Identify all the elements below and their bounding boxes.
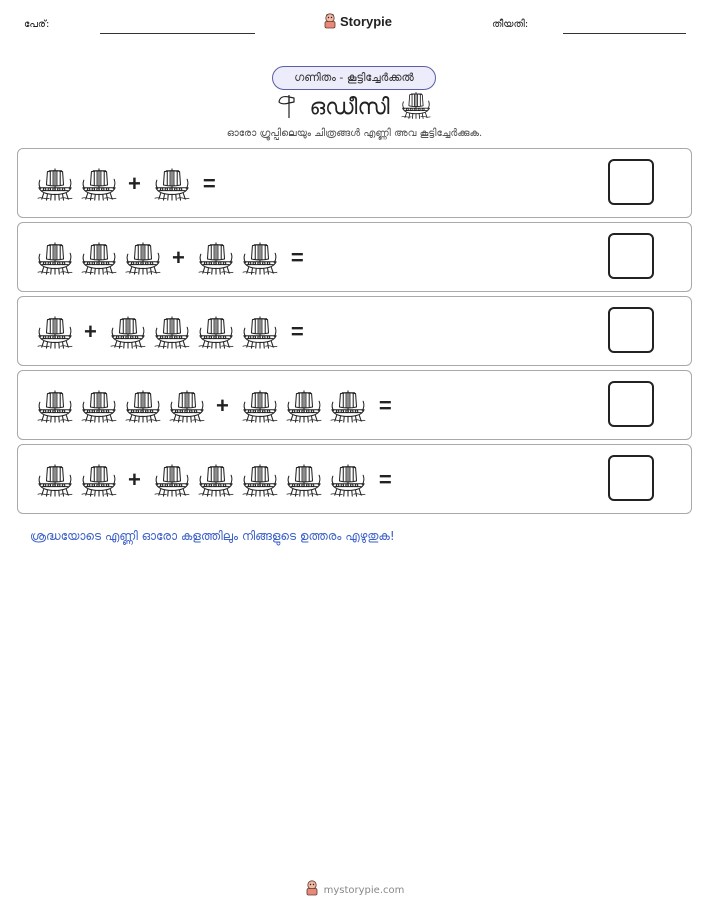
equals-sign: =: [290, 245, 304, 270]
viking-ship-icon: [197, 462, 235, 498]
plus-sign: +: [84, 319, 97, 344]
equals-sign: =: [290, 319, 304, 344]
viking-ship-icon: [80, 166, 118, 202]
title-row: [0, 90, 709, 124]
viking-ship-icon: [153, 462, 191, 498]
viking-ship-icon: [36, 388, 74, 424]
answer-box[interactable]: [608, 159, 654, 205]
equals-sign: =: [378, 467, 392, 492]
viking-ship-icon: [241, 462, 279, 498]
page-title: ഒഡീസി: [309, 94, 390, 120]
answer-box[interactable]: [608, 381, 654, 427]
plus-sign: +: [128, 467, 141, 492]
plus-sign: +: [216, 393, 229, 418]
brand-logo: [323, 13, 392, 29]
viking-ship-icon: [329, 388, 367, 424]
instruction-note: ശ്രദ്ധയോടെ എണ്ണി ഓരോ കളത്തിലും നിങ്ങളുടെ ഉത്തരം എഴുതുക!: [30, 529, 395, 543]
viking-ship-icon: [197, 314, 235, 350]
footer-url[interactable]: mystorypie.com: [323, 884, 405, 896]
viking-ship-icon: [241, 388, 279, 424]
viking-ship-icon: [36, 166, 74, 202]
equation: [36, 162, 228, 206]
plus-sign: +: [128, 171, 141, 196]
viking-ship-icon: [109, 314, 147, 350]
storypie-mascot-icon: [323, 13, 337, 29]
viking-ship-icon: [329, 462, 367, 498]
viking-ship-icon: [36, 314, 74, 350]
problem-row: [17, 296, 692, 366]
equation: [36, 384, 404, 428]
viking-ship-icon: [241, 314, 279, 350]
instruction-text: ഓരോ ഗ്രൂപ്പിലെയും ചിത്രങ്ങൾ എണ്ണി അവ കൂട്ടിച്ചേർക്കുക.: [226, 128, 483, 139]
equation: [36, 458, 404, 502]
viking-ship-icon: [80, 462, 118, 498]
answer-box[interactable]: [608, 307, 654, 353]
equals-sign: =: [202, 171, 216, 196]
answer-box[interactable]: [608, 455, 654, 501]
footer: [0, 880, 709, 900]
name-label: പേര്:: [24, 19, 50, 30]
category-badge: ഗണിതം - കൂട്ടിച്ചേർക്കൽ: [272, 66, 436, 90]
viking-ship-icon: [241, 240, 279, 276]
viking-ship-icon: [36, 240, 74, 276]
viking-ship-icon: [124, 240, 162, 276]
viking-ship-icon: [153, 166, 191, 202]
date-label: തീയതി:: [492, 19, 529, 30]
equation: [36, 310, 316, 354]
plus-sign: +: [172, 245, 185, 270]
problem-row: [17, 148, 692, 218]
problem-row: [17, 370, 692, 440]
viking-ship-icon: [285, 462, 323, 498]
viking-ship-icon: [400, 90, 432, 124]
viking-ship-icon: [36, 462, 74, 498]
brand-name: Storypie: [340, 13, 393, 29]
viking-ship-icon: [285, 388, 323, 424]
viking-ship-icon: [80, 240, 118, 276]
viking-ship-icon: [197, 240, 235, 276]
viking-ship-icon: [168, 388, 206, 424]
answer-box[interactable]: [608, 233, 654, 279]
problem-row: [17, 222, 692, 292]
viking-ship-icon: [80, 388, 118, 424]
name-line[interactable]: [100, 33, 255, 34]
storypie-mascot-icon: [305, 880, 319, 900]
equation: [36, 236, 316, 280]
viking-ship-icon: [153, 314, 191, 350]
viking-ship-icon: [124, 388, 162, 424]
equals-sign: =: [378, 393, 392, 418]
date-line[interactable]: [563, 33, 686, 34]
problem-row: [17, 444, 692, 514]
axe-icon: [277, 91, 299, 123]
